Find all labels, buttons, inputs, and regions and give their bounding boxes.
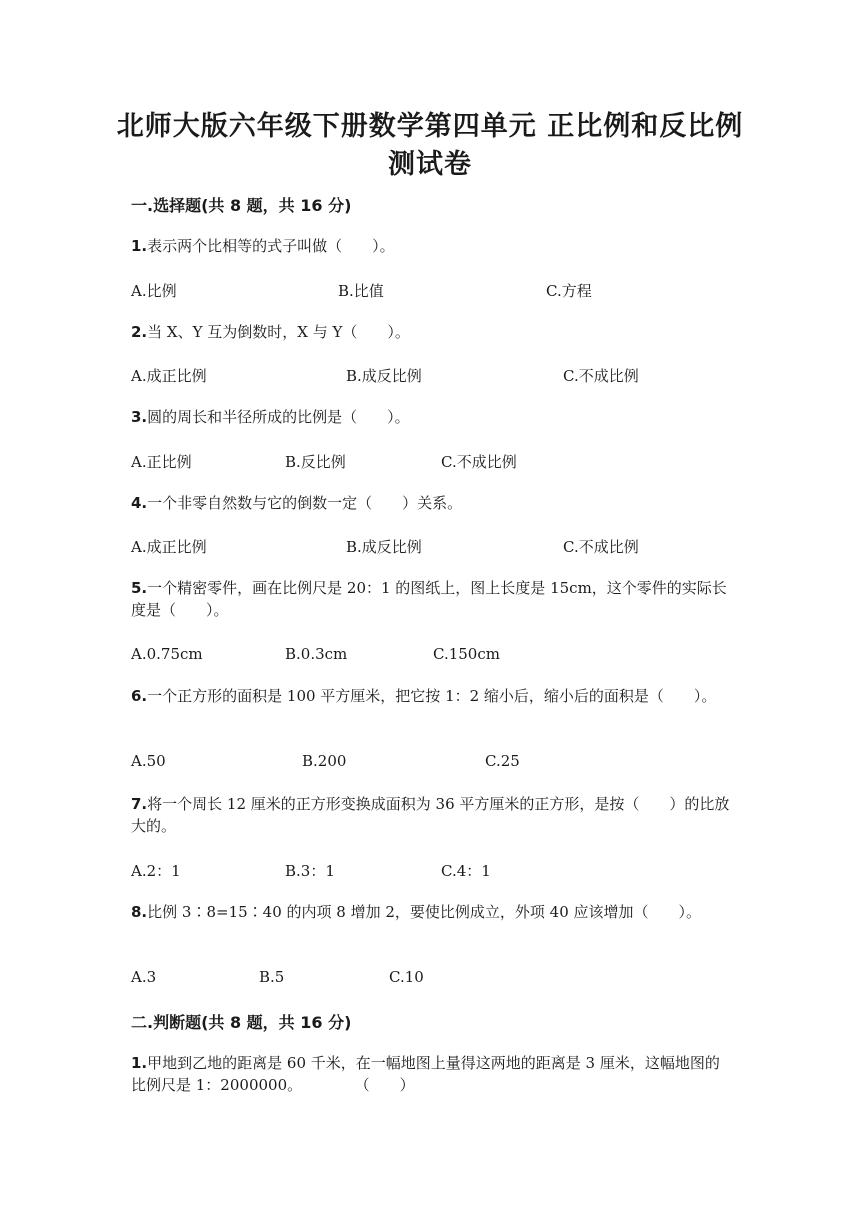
option-b: B.5 <box>259 968 285 986</box>
question-2 <box>131 321 731 343</box>
document-title-line1: 北师大版六年级下册数学第四单元 正比例和反比例 <box>116 111 744 142</box>
option-c: C.不成比例 <box>563 538 639 556</box>
question-text: 当 X、Y 互为倒数时，X 与 Y（ ）。 <box>147 323 410 341</box>
answer-parentheses: （ ） <box>362 1076 415 1094</box>
option-b: B.3：1 <box>285 862 335 880</box>
option-b: B.成反比例 <box>346 538 422 556</box>
option-a: A.正比例 <box>131 453 192 471</box>
judgement-question-1 <box>131 1052 731 1096</box>
question-8 <box>131 901 731 923</box>
option-c: C.方程 <box>546 282 592 300</box>
question-number: 6. <box>131 687 148 705</box>
option-a: A.2：1 <box>131 862 181 880</box>
option-c: C.不成比例 <box>563 367 639 385</box>
question-3 <box>131 406 731 428</box>
question-number: 2. <box>131 323 148 341</box>
question-text: 甲地到乙地的距离是 60 千米，在一幅地图上量得这两地的距离是 3 厘米，这幅地图的比例尺是 1：2000000。 <box>131 1054 720 1094</box>
question-text: 圆的周长和半径所成的比例是（ ）。 <box>147 408 410 426</box>
question-5 <box>131 577 731 621</box>
option-c: C.10 <box>389 968 424 986</box>
question-1 <box>131 235 731 257</box>
option-a: A.成正比例 <box>131 367 207 385</box>
section-heading-choice: 一.选择题(共 8 题，共 16 分) <box>131 196 352 215</box>
option-a: A.3 <box>131 968 157 986</box>
option-c: C.150cm <box>433 645 500 663</box>
option-b: B.0.3cm <box>285 645 348 663</box>
question-number: 1. <box>131 1054 148 1072</box>
question-6 <box>131 685 731 707</box>
option-b: B.反比例 <box>285 453 346 471</box>
question-number: 5. <box>131 579 148 597</box>
document-title-line2: 测试卷 <box>388 149 472 180</box>
option-b: B.200 <box>302 752 347 770</box>
question-number: 3. <box>131 408 148 426</box>
section-heading-judgement: 二.判断题(共 8 题，共 16 分) <box>131 1013 352 1032</box>
question-text: 比例 3∶8=15∶40 的内项 8 增加 2，要使比例成立，外项 40 应该增加（ ）。 <box>147 903 702 921</box>
question-number: 7. <box>131 795 148 813</box>
option-a: A.50 <box>131 752 166 770</box>
question-text: 一个正方形的面积是 100 平方厘米，把它按 1：2 缩小后，缩小后的面积是（ ）。 <box>147 687 717 705</box>
question-number: 1. <box>131 237 148 255</box>
option-c: C.25 <box>485 752 520 770</box>
question-7 <box>131 793 731 837</box>
question-4 <box>131 492 731 514</box>
question-text: 一个非零自然数与它的倒数一定（ ）关系。 <box>147 494 463 512</box>
option-a: A.比例 <box>131 282 177 300</box>
question-text: 表示两个比相等的式子叫做（ ）。 <box>147 237 395 255</box>
question-text: 一个精密零件，画在比例尺是 20：1 的图纸上，图上长度是 15cm，这个零件的实际长度是（ ）。 <box>131 579 727 619</box>
question-number: 4. <box>131 494 148 512</box>
question-text: 将一个周长 12 厘米的正方形变换成面积为 36 平方厘米的正方形，是按（ ）的比放大的。 <box>131 795 730 835</box>
option-c: C.不成比例 <box>441 453 517 471</box>
option-a: A.成正比例 <box>131 538 207 556</box>
question-number: 8. <box>131 903 148 921</box>
option-a: A.0.75cm <box>131 645 203 663</box>
option-b: B.比值 <box>338 282 384 300</box>
option-b: B.成反比例 <box>346 367 422 385</box>
option-c: C.4：1 <box>441 862 491 880</box>
